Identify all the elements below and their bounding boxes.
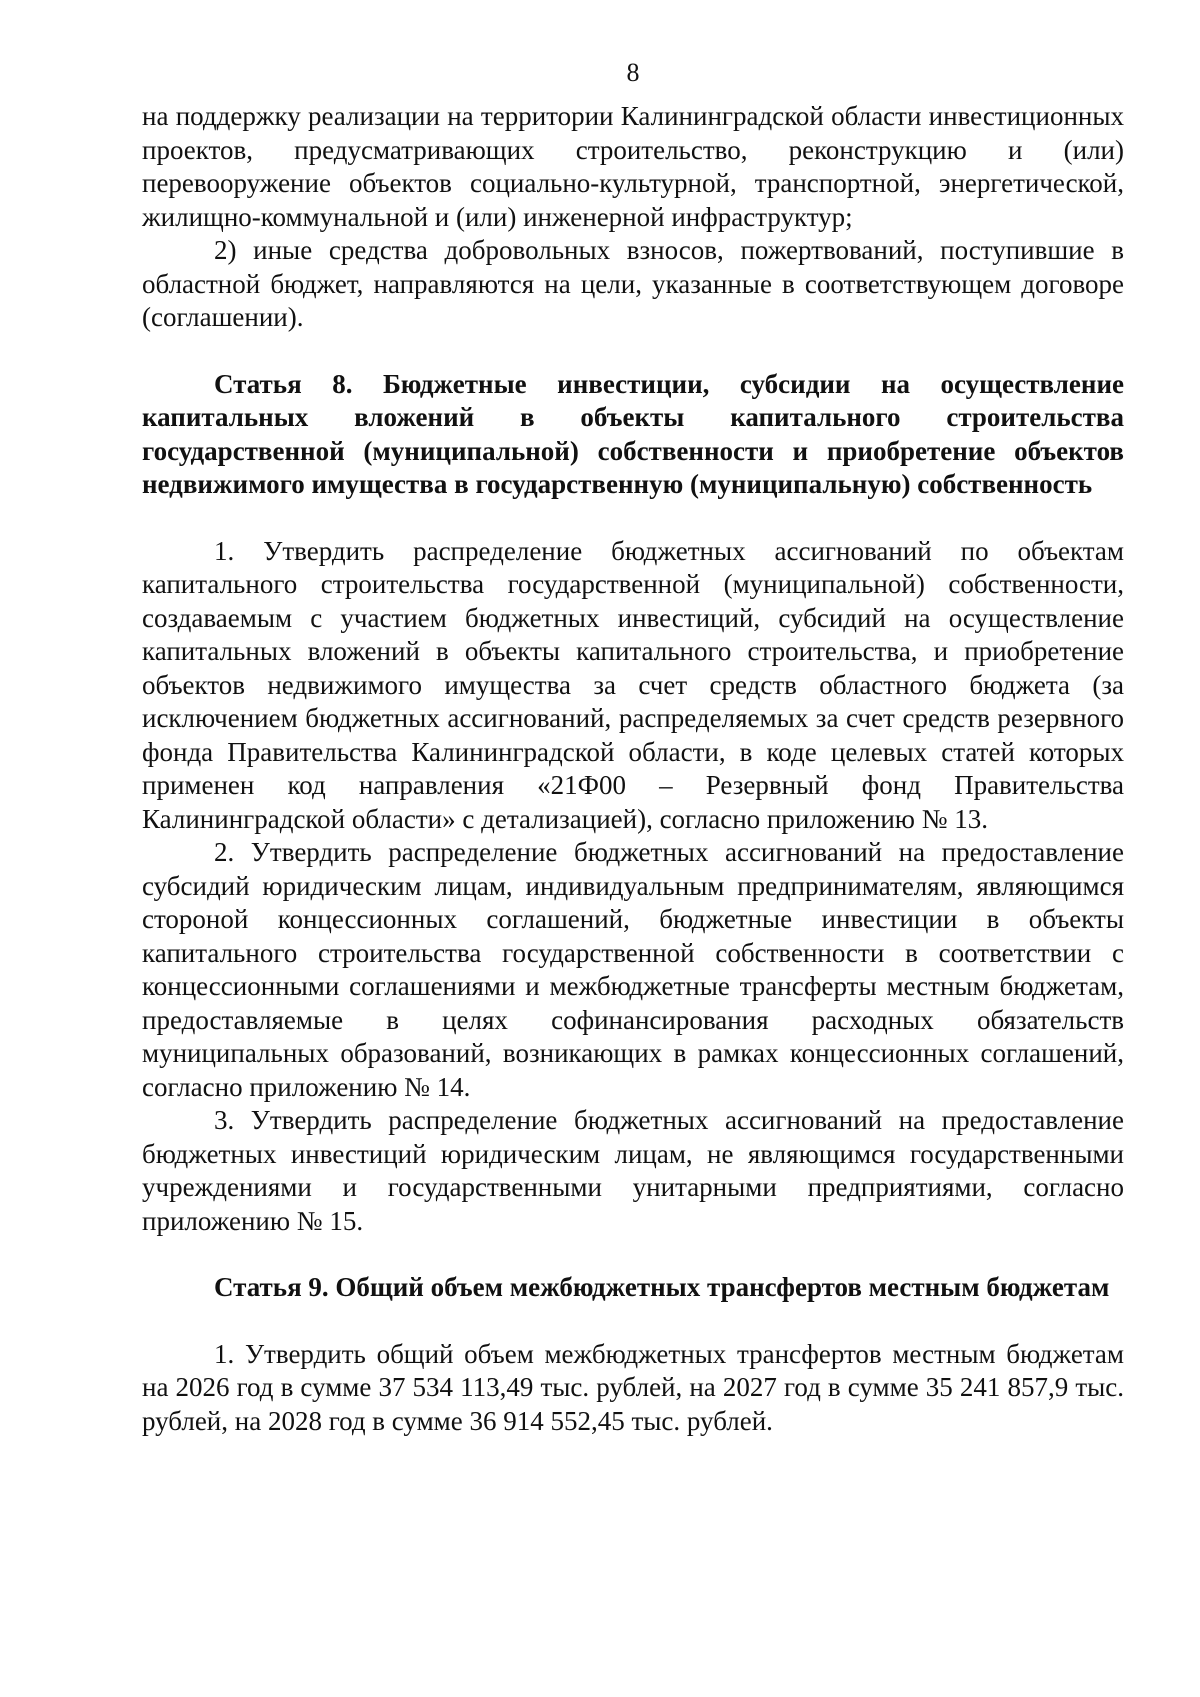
- page-number: 8: [626, 58, 640, 87]
- article-9-heading: Статья 9. Общий объем межбюджетных трансфертов местным бюджетам: [214, 1272, 1110, 1302]
- intro-continuation-paragraph: на поддержку реализации на территории Калининградской области инвестиционных проектов, предусматривающих строительство, реконструкцию и (или) перевооружение объектов социально-культурной, транспортной, энергетической, жилищно-коммунальной и (или) инженерной инфраструктур;: [142, 101, 1124, 232]
- intro-item-2-paragraph: 2) иные средства добровольных взносов, пожертвований, поступившие в областной бюджет, направляются на цели, указанные в соответствующем договоре (соглашении).: [142, 235, 1124, 332]
- article-8-heading: Статья 8. Бюджетные инвестиции, субсидии на осуществление капитальных вложений в объекты капитального строительства государственной (муниципальной) собственности и приобретение объектов недвижимого имущества в государственную (муниципальную) собственность: [142, 368, 1124, 499]
- document-page: [142, 58, 1124, 1438]
- article-9-paragraph-1: 1. Утвердить общий объем межбюджетных трансфертов местным бюджетам на 2026 год в сумме 37 534 113,49 тыс. рублей, на 2027 год в сумме 35 241 857,9 тыс. рублей, на 2028 год в сумме 36 914 552,45 тыс. рублей.: [142, 1338, 1124, 1436]
- article-8-paragraph-3: 3. Утвердить распределение бюджетных ассигнований на предоставление бюджетных инвестиций юридическим лицам, не являющимся государственными учреждениями и государственными унитарными предприятиями, согласно приложению № 15.: [142, 1105, 1124, 1236]
- article-8-paragraph-1: 1. Утвердить распределение бюджетных ассигнований по объектам капитального строительства государственной (муниципальной) собственности, создаваемым с участием бюджетных инвестиций, субсидий на осуществление капитальных вложений в объекты капитального строительства, и приобретение объектов недвижимого имущества за счет средств областного бюджета (за исключением бюджетных ассигнований, распределяемых за счет средств резервного фонда Правительства Калининградской области, в коде целевых статей которых применен код направления «21Ф00 – Резервный фонд Правительства Калининградской области» с детализацией), согласно приложению № 13.: [142, 535, 1124, 834]
- article-8-paragraph-2: 2. Утвердить распределение бюджетных ассигнований на предоставление субсидий юридическим лицам, индивидуальным предпринимателям, являющимся стороной концессионных соглашений, бюджетные инвестиции в объекты капитального строительства государственной собственности в соответствии с концессионными соглашениями и межбюджетные трансферты местным бюджетам, предоставляемые в целях софинансирования расходных обязательств муниципальных образований, возникающих в рамках концессионных соглашений, согласно приложению № 14.: [142, 837, 1124, 1102]
